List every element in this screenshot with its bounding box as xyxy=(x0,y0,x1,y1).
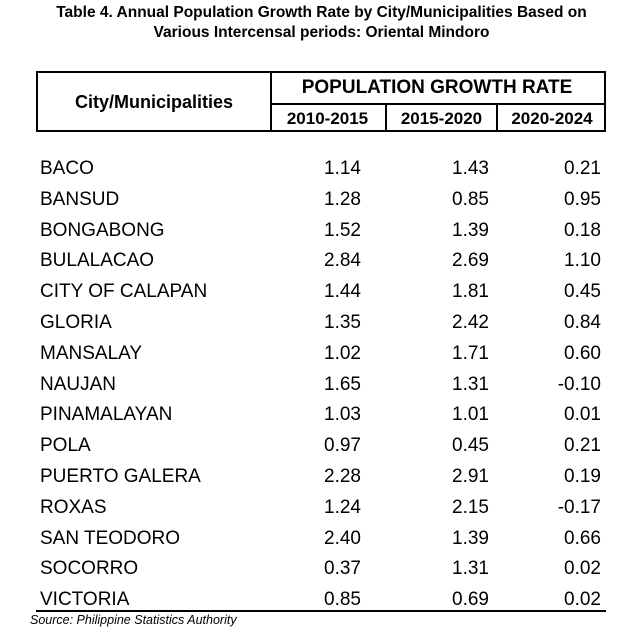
municipality-name: BONGABONG xyxy=(40,219,165,241)
table-title-line-1: Table 4. Annual Population Growth Rate by City/Municipalities Based on xyxy=(56,4,587,21)
rate-2010-2015: 0.37 xyxy=(324,558,361,580)
rate-2015-2020: 1.31 xyxy=(452,558,489,580)
table-row xyxy=(0,370,643,401)
rate-2015-2020: 2.91 xyxy=(452,465,489,487)
rate-2010-2015: 1.02 xyxy=(324,342,361,364)
rate-2020-2024: -0.10 xyxy=(557,373,601,395)
municipality-name: VICTORIA xyxy=(40,589,130,611)
table-row xyxy=(0,154,643,185)
table-row xyxy=(0,400,643,431)
table-header xyxy=(36,71,606,132)
rate-2015-2020: 2.15 xyxy=(452,496,489,518)
city-column-header: City/Municipalities xyxy=(74,92,234,112)
table-title-line-2: Various Intercensal periods: Oriental Mindoro xyxy=(153,24,490,41)
table-row xyxy=(0,524,643,555)
rate-2020-2024: 0.19 xyxy=(564,465,601,487)
municipality-name: GLORIA xyxy=(40,311,112,333)
municipality-name: SOCORRO xyxy=(40,558,139,580)
rate-2015-2020: 1.81 xyxy=(452,281,489,303)
period-header-2015-2020: 2015-2020 xyxy=(400,109,483,128)
table-row xyxy=(0,431,643,462)
table-bottom-rule xyxy=(36,610,606,612)
rate-2015-2020: 1.01 xyxy=(452,404,489,426)
rate-2020-2024: 0.21 xyxy=(564,435,601,457)
table-row xyxy=(0,339,643,370)
table-title xyxy=(0,3,643,43)
table-row xyxy=(0,277,643,308)
rate-2010-2015: 1.03 xyxy=(324,404,361,426)
municipality-name: SAN TEODORO xyxy=(40,527,181,549)
table-row xyxy=(0,185,643,216)
rate-2015-2020: 0.85 xyxy=(452,188,489,210)
municipality-name: ROXAS xyxy=(40,496,107,518)
table-row xyxy=(0,493,643,524)
municipality-name: BACO xyxy=(40,158,94,179)
table-row xyxy=(0,216,643,247)
rate-2015-2020: 0.45 xyxy=(452,435,489,457)
municipality-name: CITY OF CALAPAN xyxy=(40,281,208,303)
rate-2015-2020: 2.69 xyxy=(452,250,489,272)
rate-2020-2024: 0.45 xyxy=(564,281,601,303)
growth-rate-group-header: POPULATION GROWTH RATE xyxy=(301,77,573,98)
rate-2015-2020: 1.71 xyxy=(452,342,489,364)
header-divider-group xyxy=(270,103,604,105)
table-row xyxy=(0,308,643,339)
rate-2010-2015: 1.14 xyxy=(324,158,361,179)
table-row xyxy=(0,246,643,277)
rate-2020-2024: 0.18 xyxy=(564,219,601,241)
rate-2010-2015: 1.35 xyxy=(324,311,361,333)
rate-2015-2020: 1.39 xyxy=(452,527,489,549)
municipality-name: POLA xyxy=(40,435,91,457)
rate-2015-2020: 0.69 xyxy=(452,589,489,611)
rate-2010-2015: 1.44 xyxy=(324,281,361,303)
table-row xyxy=(0,554,643,585)
rate-2015-2020: 2.42 xyxy=(452,311,489,333)
table-row xyxy=(0,462,643,493)
municipality-name: NAUJAN xyxy=(40,373,117,395)
rate-2010-2015: 1.65 xyxy=(324,373,361,395)
rate-2020-2024: 0.66 xyxy=(564,527,601,549)
rate-2020-2024: 0.02 xyxy=(564,558,601,580)
rate-2015-2020: 1.43 xyxy=(452,158,489,179)
municipality-name: MANSALAY xyxy=(40,342,143,364)
rate-2020-2024: 0.60 xyxy=(564,342,601,364)
rate-2020-2024: 0.01 xyxy=(564,404,601,426)
rate-2010-2015: 0.85 xyxy=(324,589,361,611)
rate-2015-2020: 1.39 xyxy=(452,219,489,241)
rate-2010-2015: 1.52 xyxy=(324,219,361,241)
rate-2010-2015: 1.24 xyxy=(324,496,361,518)
municipality-name: BANSUD xyxy=(40,188,120,210)
rate-2020-2024: 0.21 xyxy=(564,158,601,179)
period-header-2010-2015: 2010-2015 xyxy=(286,109,369,128)
rate-2010-2015: 0.97 xyxy=(324,435,361,457)
period-header-2020-2024: 2020-2024 xyxy=(511,109,593,128)
rate-2010-2015: 2.28 xyxy=(324,465,361,487)
rate-2010-2015: 2.40 xyxy=(324,527,361,549)
rate-2010-2015: 1.28 xyxy=(324,188,361,210)
rate-2015-2020: 1.31 xyxy=(452,373,489,395)
rate-2010-2015: 2.84 xyxy=(324,250,361,272)
rate-2020-2024: 0.84 xyxy=(564,311,601,333)
municipality-name: PUERTO GALERA xyxy=(40,465,201,487)
source-note: Source: Philippine Statistics Authority xyxy=(30,613,237,627)
rate-2020-2024: 0.95 xyxy=(564,188,601,210)
rate-2020-2024: -0.17 xyxy=(557,496,601,518)
rate-2020-2024: 0.02 xyxy=(564,589,601,611)
rate-2020-2024: 1.10 xyxy=(564,250,601,272)
municipality-name: BULALACAO xyxy=(40,250,155,272)
municipality-name: PINAMALAYAN xyxy=(40,404,173,426)
table-body xyxy=(0,154,643,616)
